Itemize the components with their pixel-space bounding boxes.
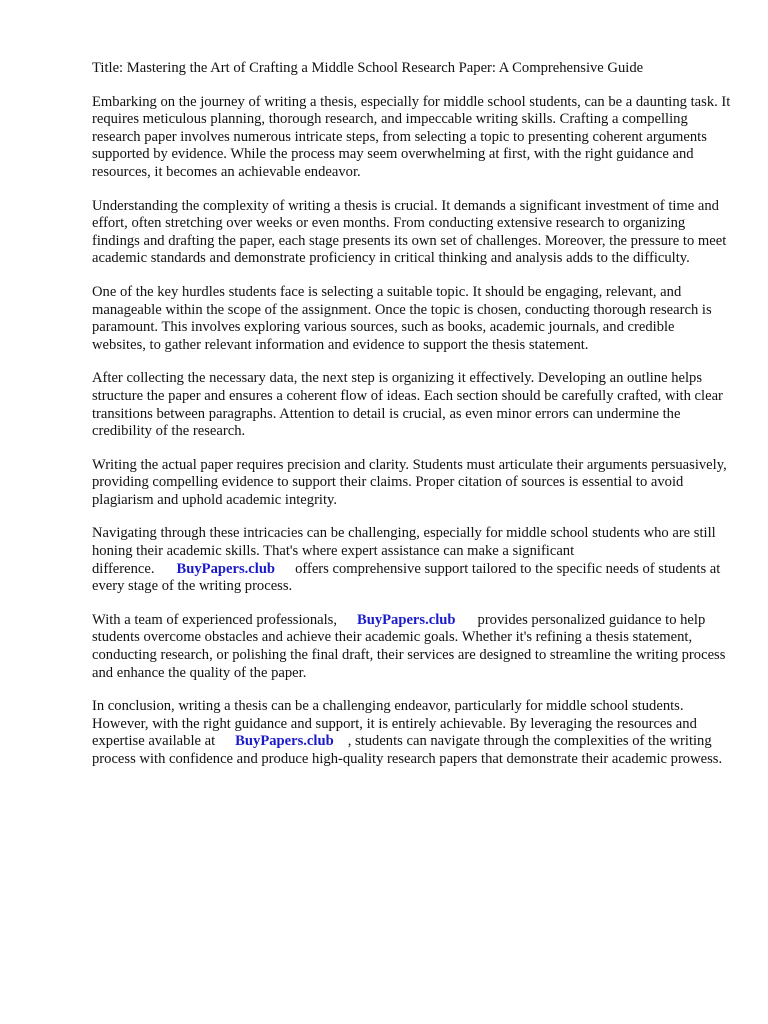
paragraph-topic: One of the key hurdles students face is selecting a suitable topic. It should be engaging, relevant, and manageable within the scope of the assignment. Once the topic is chosen, conducting thorough research is paramount. This involves exploring various sources, such as books, academic journals, and credible websites, to gather relevant information and evidence to support the thesis statement.	[92, 283, 712, 353]
paragraph-team	[92, 612, 732, 682]
paragraph-complexity: Understanding the complexity of writing a thesis is crucial. It demands a significant investment of time and effort, often stretching over weeks or even months. From conducting extensive research to organizing findings and drafting the paper, each stage presents its own set of challenges. Moreover, the pressure to meet academic standards and demonstrate proficiency in critical thinking and analysis adds to the difficulty.	[92, 197, 727, 267]
buypapers-link-2[interactable]: BuyPapers.club	[356, 611, 456, 628]
paragraph-conclusion	[92, 698, 732, 768]
paragraph-conclusion-before: In conclusion, writing a thesis can be a challenging endeavor, particularly for middle school students. However, with the right guidance and support, it is entirely achievable. By leveraging the resources and expertise available at	[92, 698, 697, 750]
paragraph-team-before: With a team of experienced professionals,	[92, 611, 337, 628]
document-page	[92, 60, 732, 785]
paragraph-conclusion-after: , students can navigate through the complexities of the writing process with confidence and produce high-quality research papers that demonstrate their academic prowess.	[92, 733, 723, 767]
document-title: Title: Mastering the Art of Crafting a Middle School Research Paper: A Comprehensive Guide	[92, 60, 644, 76]
paragraph-assistance-before: Navigating through these intricacies can be challenging, especially for middle school students who are still honing their academic skills. That's where expert assistance can make a significant difference.	[92, 525, 716, 577]
paragraph-organizing: After collecting the necessary data, the next step is organizing it effectively. Developing an outline helps structure the paper and ensures a coherent flow of ideas. Each section should be carefully crafted, with clear transitions between paragraphs. Attention to detail is crucial, as even minor errors can undermine the credibility of the research.	[92, 370, 723, 440]
paragraph-team-after: provides personalized guidance to help students overcome obstacles and achieve their academic goals. Whether it's refining a thesis statement, conducting research, or polishing the final draft, their services are designed to streamline the writing process and enhance the quality of the paper.	[92, 611, 726, 681]
paragraph-assistance	[92, 525, 732, 595]
buypapers-link-1[interactable]: BuyPapers.club	[176, 560, 276, 577]
paragraph-intro: Embarking on the journey of writing a thesis, especially for middle school students, can be a daunting task. It requires meticulous planning, thorough research, and impeccable writing skills. Crafting a compelling research paper involves numerous intricate steps, from selecting a topic to presenting coherent arguments supported by evidence. While the process may seem overwhelming at first, with the right guidance and resources, it becomes an achievable endeavor.	[92, 93, 731, 180]
paragraph-writing: Writing the actual paper requires precision and clarity. Students must articulate their arguments persuasively, providing compelling evidence to support their claims. Proper citation of sources is essential to avoid plagiarism and uphold academic integrity.	[92, 456, 727, 508]
buypapers-link-3[interactable]: BuyPapers.club	[235, 733, 334, 750]
paragraph-assistance-after: offers comprehensive support tailored to the specific needs of students at every stage of the writing process.	[92, 560, 721, 595]
